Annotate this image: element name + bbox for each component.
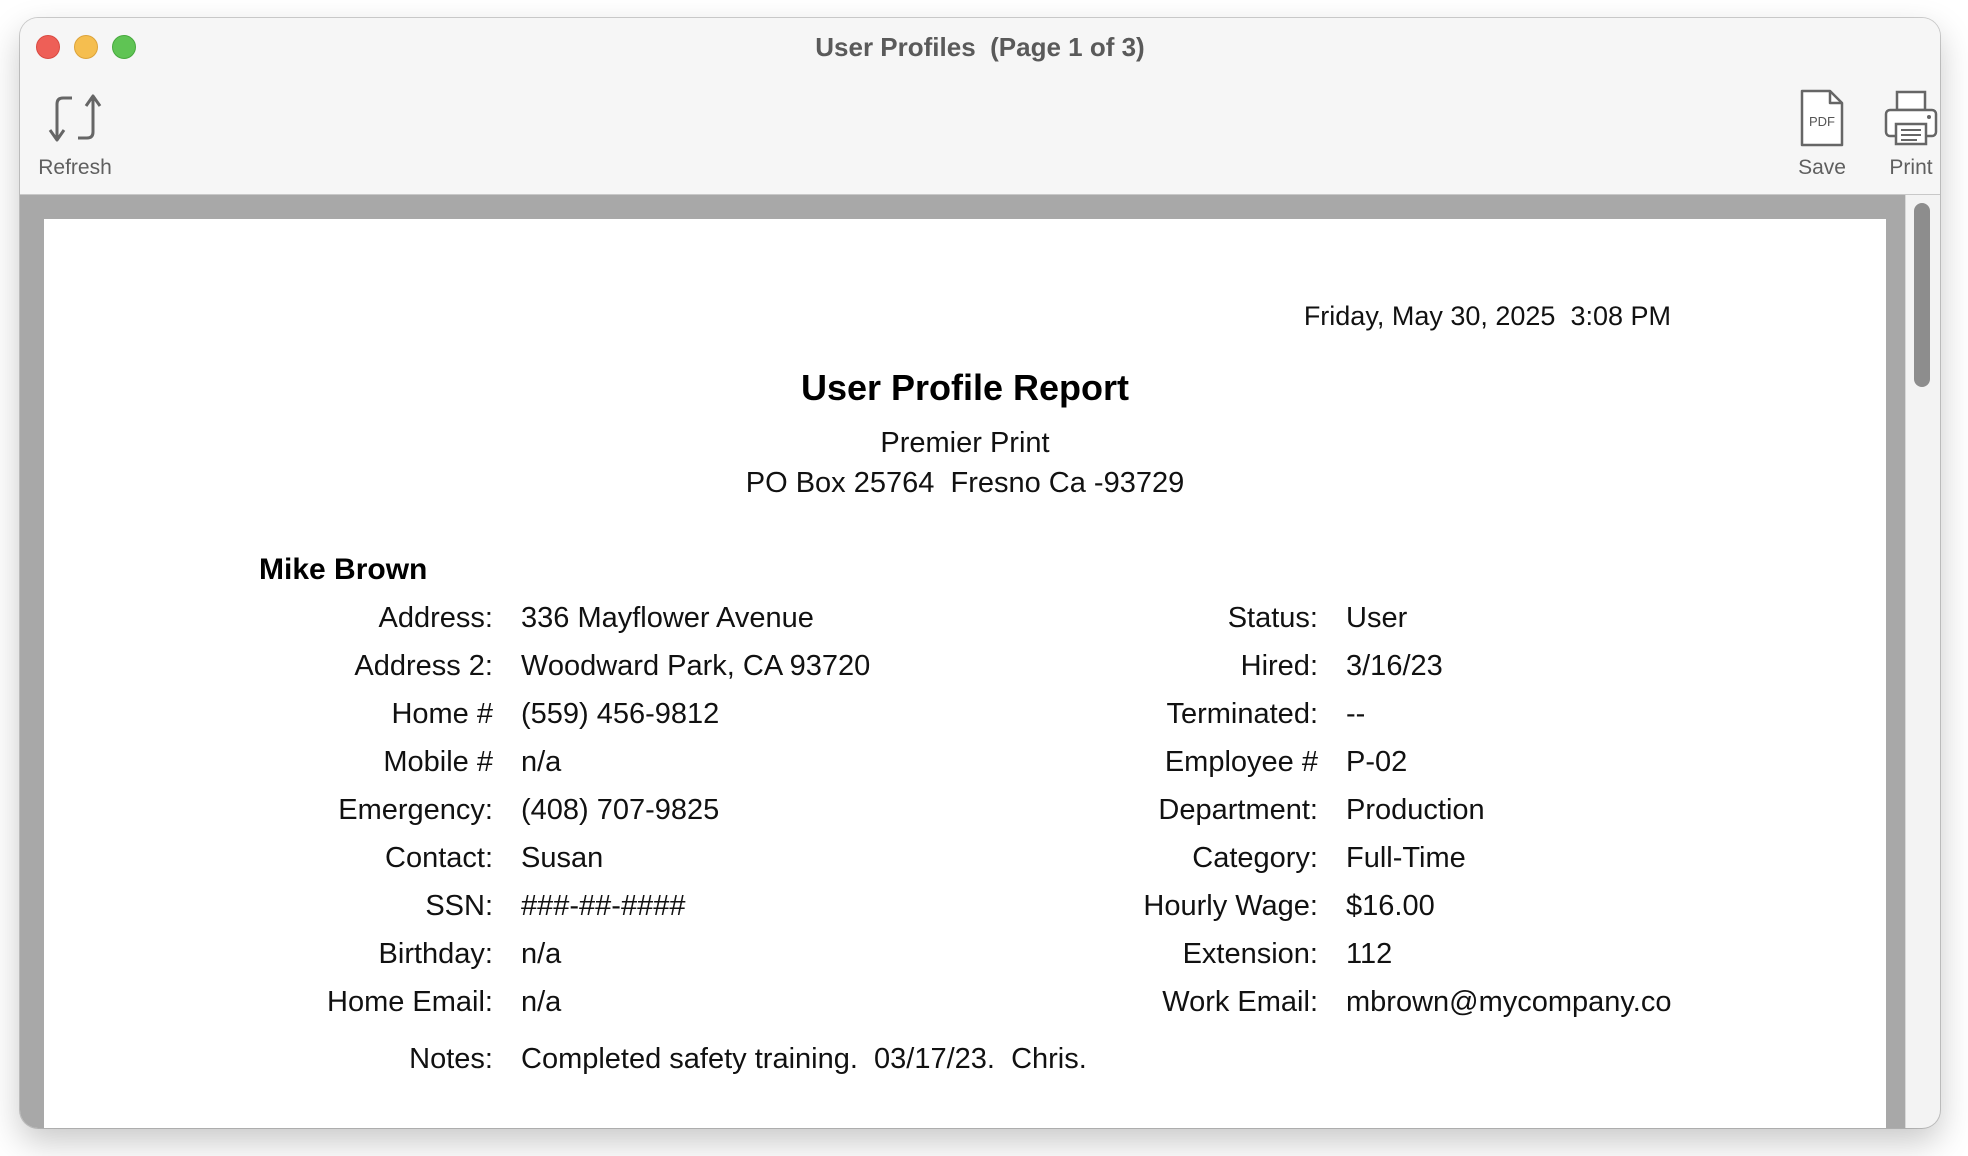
field-value-notes: Completed safety training. 03/17/23. Chris. (521, 1043, 1087, 1075)
field-label-work-email: Work Email: (1162, 986, 1318, 1018)
field-label-ssn: SSN: (425, 890, 493, 922)
field-value-employee-number: P-02 (1346, 746, 1408, 778)
person-name: Mike Brown (259, 553, 428, 586)
field-label-category: Category: (1192, 842, 1318, 874)
field-label-status: Status: (1227, 602, 1318, 634)
pdf-icon-text: PDF (1809, 114, 1835, 129)
field-value-category: Full-Time (1346, 842, 1466, 874)
report-page (44, 219, 1886, 1128)
print-button[interactable] (1856, 88, 1940, 180)
field-value-ssn: ###-##-#### (521, 890, 686, 922)
field-value-birthday: n/a (521, 938, 562, 970)
field-value-home-email: n/a (521, 986, 562, 1018)
field-label-employee-number: Employee # (1164, 746, 1318, 778)
field-value-mobile-phone: n/a (521, 746, 562, 778)
refresh-icon (45, 88, 105, 148)
field-value-terminated: -- (1346, 698, 1366, 730)
field-label-notes: Notes: (409, 1043, 493, 1075)
field-label-hired: Hired: (1240, 650, 1318, 682)
refresh-button[interactable] (20, 88, 130, 180)
field-value-address: 336 Mayflower Avenue (521, 602, 814, 634)
field-value-emergency: (408) 707-9825 (521, 794, 720, 826)
field-value-hourly-wage: $16.00 (1346, 890, 1435, 922)
field-value-status: User (1346, 602, 1408, 634)
vertical-scrollbar[interactable] (1905, 195, 1940, 1128)
save-label: Save (1798, 156, 1846, 179)
report-date: Friday, May 30, 2025 3:08 PM (1303, 301, 1671, 331)
field-label-department: Department: (1158, 794, 1318, 826)
report-title: User Profile Report (800, 367, 1130, 408)
field-value-department: Production (1346, 794, 1485, 826)
field-label-home-email: Home Email: (327, 986, 493, 1018)
field-value-address-2: Woodward Park, CA 93720 (521, 650, 871, 682)
field-value-work-email: mbrown@mycompany.co (1346, 986, 1672, 1018)
field-label-hourly-wage: Hourly Wage: (1143, 890, 1318, 922)
company-address: PO Box 25764 Fresno Ca -93729 (745, 467, 1185, 499)
print-label: Print (1889, 156, 1933, 179)
field-value-hired: 3/16/23 (1346, 650, 1443, 682)
field-value-home-phone: (559) 456-9812 (521, 698, 720, 730)
report-preview-area (20, 195, 1940, 1128)
printer-icon (1881, 88, 1940, 148)
field-label-address-2: Address 2: (354, 650, 493, 682)
title-bar (20, 18, 1940, 195)
window-title: User Profiles (Page 1 of 3) (815, 32, 1145, 62)
field-label-birthday: Birthday: (378, 938, 493, 970)
pdf-document-icon (1792, 88, 1852, 148)
field-label-address: Address: (378, 602, 493, 634)
scrollbar-thumb[interactable] (1914, 203, 1930, 387)
field-label-home-phone: Home # (391, 698, 493, 730)
field-label-emergency: Emergency: (338, 794, 493, 826)
field-value-contact: Susan (521, 842, 604, 874)
field-label-mobile-phone: Mobile # (383, 746, 493, 778)
field-label-contact: Contact: (385, 842, 493, 874)
field-label-terminated: Terminated: (1166, 698, 1318, 730)
report-window (20, 18, 1940, 1128)
company-name: Premier Print (880, 427, 1050, 459)
refresh-label: Refresh (38, 156, 112, 179)
field-label-extension: Extension: (1182, 938, 1318, 970)
field-value-extension: 112 (1346, 938, 1393, 970)
